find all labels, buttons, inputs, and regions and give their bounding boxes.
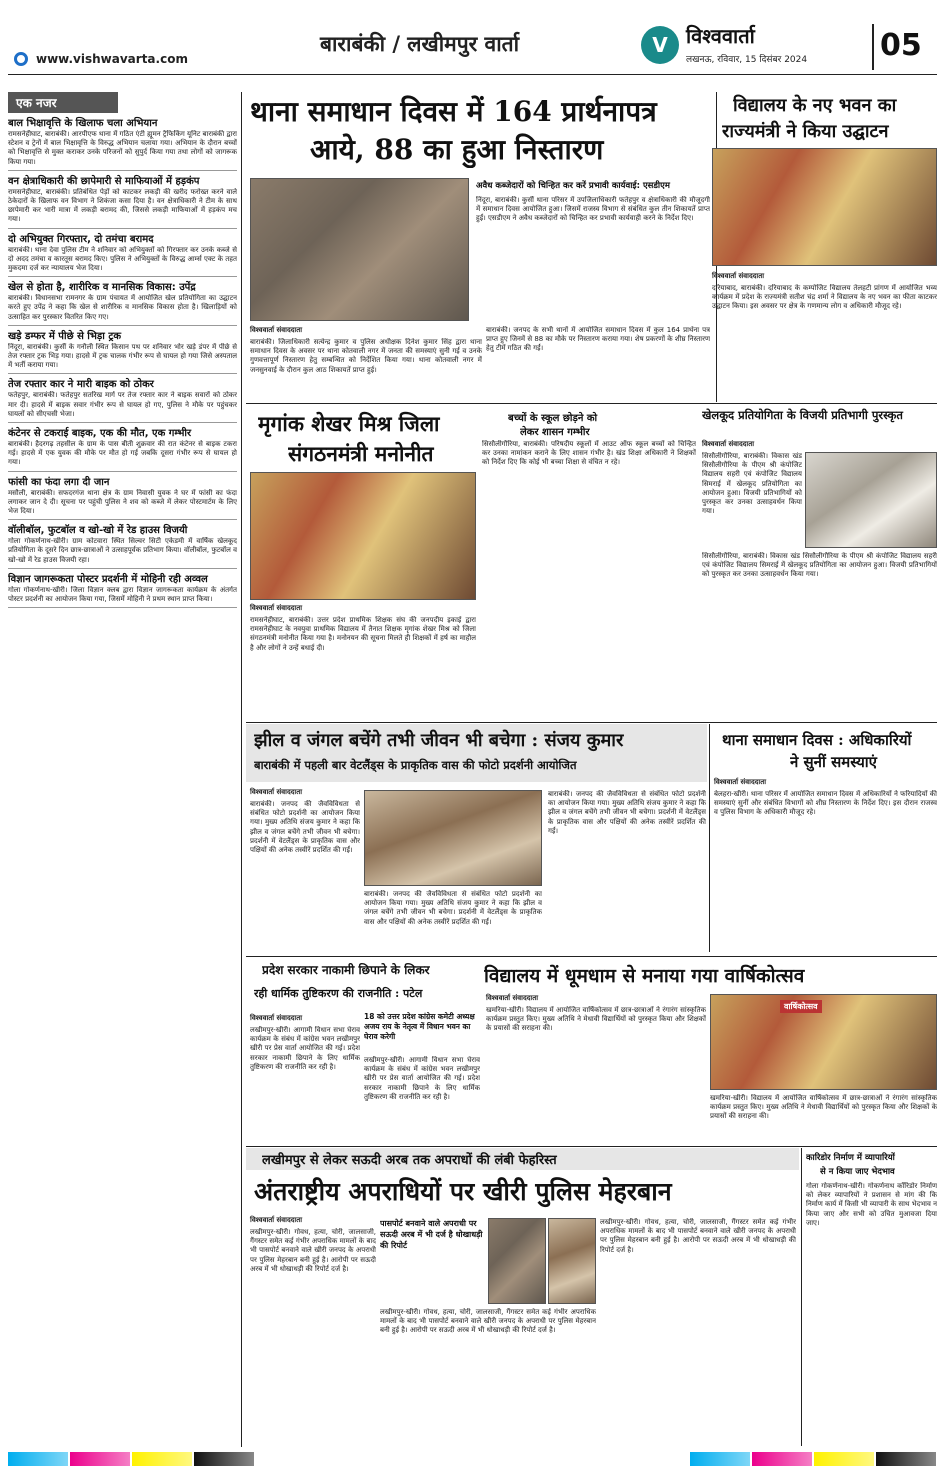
ek-nazar-item-head: फांसी का फंदा लगा दी जान [8,476,110,488]
pradesh-headline-line1: प्रदेश सरकार नाकामी छिपाने के लिकर [262,963,430,977]
main-story-photo [250,178,469,321]
color-strip-black-2 [876,1452,936,1466]
coridor-headline-line2: से न किया जाए भेदभाव [820,1167,895,1177]
jheel-body-cont2: बाराबंकी। जनपद की जैवविविधता से संबंधित फोटो प्रदर्शनी का आयोजन किया गया। मुख्य अतिथि संजय कुमार ने कहा कि झील व जंगल बचेंगे तभी जीवन भी बचेगा। प्रदर्शनी में वेटलैंड्स के प्राकृतिक वास और पक्षियों की अनेक तस्वीरें प्रदर्शित की गईं। [548,790,706,835]
saudi-headline: अंतराष्ट्रीय अपराधियों पर खीरी पुलिस मेहरबान [254,1177,672,1206]
ek-nazar-item-body: निंदूरा, बाराबंकी। कुर्सी के गनौली स्थित किसान पथ पर शनिवार भोर खड़े डंपर में पीछे से तेज रफ्तार ट्रक भिड़ गया। हादसे में ट्रक चालक गंभीर रूप से घायल हो गया जिसे अस्पताल में भर्ती कराया गया। [8,342,237,370]
jheel-headline: झील व जंगल बचेंगे तभी जीवन भी बचेगा : संजय कुमार [254,730,624,751]
color-strip-yellow-2 [814,1452,874,1466]
section-title: बाराबंकी / लखीमपुर वार्ता [320,32,520,56]
khelkood-body: सिसौलीगौरिया, बाराबंकी। विकास खंड सिसौलीगौरिया के पीएम श्री कंपोजिट विद्यालय सहरी एवं कंपोजिट विद्यालय सिमराई में खेलकूद प्रतियोगिता का आयोजन हुआ। विजयी प्रतिभागियों को पुरस्कृत कर उनका उत्साहवर्धन किया गया। [702,452,802,516]
ek-nazar-item-head: तेज रफ्तार कार ने मारी बाइक को ठोकर [8,379,154,391]
pradesh-subhead: 18 को उत्तर प्रदेश कांग्रेस कमेटी अध्यक्ष अजय राय के नेतृत्व में विधान भवन का घेराव करेगी [364,1012,475,1041]
jheel-body-cont: बाराबंकी। जनपद की जैवविविधता से संबंधित फोटो प्रदर्शनी का आयोजन किया गया। मुख्य अतिथि संजय कुमार ने कहा कि झील व जंगल बचेंगे तभी जीवन भी बचेगा। प्रदर्शनी में वेटलैंड्स के प्राकृतिक वास और पक्षियों की अनेक तस्वीरें प्रदर्शित की गईं। [364,890,542,926]
jheel-photo [364,790,542,886]
saudi-byline: विश्ववार्ता संवाददाता [250,1216,303,1224]
ek-nazar-column [8,92,237,1447]
right-column-divider-mid [709,724,710,952]
ek-nazar-items [8,117,237,608]
saudi-photo-1 [488,1218,546,1304]
dateline: लखनऊ, रविवार, 15 दिसंबर 2024 [686,55,808,65]
color-strip-cyan-2 [690,1452,750,1466]
ek-nazar-item-head: वन क्षेत्राधिकारी की छापेमारी से माफियाओं में हड़कंप [8,175,200,187]
samadhan-headline-line2: ने सुनीं समस्याएं [790,753,877,771]
main-story-subhead: अवैध कब्जेदारों को चिन्हित कर करें प्रभावी कार्यवाई: एसडीएम [476,181,670,191]
ie-logo-icon [14,52,28,66]
ek-nazar-item [8,573,237,608]
ek-nazar-item [8,233,237,278]
ek-nazar-item-body: रामसनेहीघाट, बाराबंकी। प्रतिबंधित पेड़ों को काटकर लकड़ी की खरीद फरोख्त करने वाले ठेकेदारों के खिलाफ वन विभाग ने शिकंजा कसा दिया है। वन क्षेत्राधिकारी ने टीम के साथ छापेमारी कर भारी मात्रा में लकड़ी बरामद की, जिससे लकड़ी माफियाओं में हड़कंप मच गया। [8,187,237,224]
ek-nazar-item-body: फतेहपुर, बाराबंकी। फतेहपुर सतरिख मार्ग पर तेज रफ्तार कार ने बाइक सवारों को ठोकर मार दी। हादसे में बाइक सवार गंभीर रूप से घायल हो गए, पुलिस ने मौके पर पहुंचकर घायलों को सीएचसी भेजा। [8,391,237,418]
left-column-divider [241,92,242,1447]
paper-name: विश्ववार्ता [686,24,755,48]
saudi-kicker: लखीमपुर से लेकर सऊदी अरब तक अपराधों की लंबी फेहरिस्त [262,1153,557,1168]
vidyalay-body: दरियाबाद, बाराबंकी। दरियाबाद के कम्पोजिट विद्यालय तेलहटी प्रांगण में आयोजित भव्य कार्यक्रम में प्रदेश के राज्यमंत्री सतीश चंद्र शर्मा ने विद्यालय के नए भवन का फीता काटकर उद्घाटन किया। इस अवसर पर क्षेत्र के गणमान्य लोग व अधिकारी मौजूद रहे। [712,284,937,311]
color-strip-yellow [132,1452,192,1466]
ek-nazar-item-head: खेल से होता है, शारीरिक व मानसिक विकास: उपेंद्र [8,282,196,294]
color-strip-black [194,1452,254,1466]
ek-nazar-item-head: बाल भिक्षावृत्ति के खिलाफ चला अभियान [8,118,158,129]
ek-nazar-title: एक नजर [8,92,118,113]
ek-nazar-item-head: दो अभियुक्त गिरफ्तार, दो तमंचा बरामद [8,233,154,245]
khelkood-headline: खेलकूद प्रतियोगिता के विजयी प्रतिभागी पुरस्कृत [702,408,903,422]
ek-nazar-item [8,330,237,375]
varshikotsav-photo [710,994,937,1090]
ek-nazar-item-head: वॉलीबॉल, फुटबॉल व खो-खो में रेड हाउस विजयी [8,525,188,537]
mrigank-photo [250,472,476,600]
page-number-divider [872,24,874,70]
main-headline-line1: थाना समाधान दिवस में 164 प्रार्थनापत्र [250,95,657,128]
saudi-body-cont: लखीमपुर-खीरी। गोवध, हत्या, चोरी, जालसाजी, गैंगस्टर समेत कई गंभीर अपराधिक मामलों के बाद भी पासपोर्ट बनवाने वाले खीरी जनपद के अपराधी पर पुलिस मेहरबान बनी हुई है। आरोपी पर सऊदी अरब में भी धोखाधड़ी की रिपोर्ट दर्ज है। [380,1308,596,1335]
mrigank-headline-line2: संगठनमंत्री मनोनीत [288,441,434,466]
mid-rule-2 [246,722,937,723]
masthead [0,0,945,82]
vidyalay-headline-line2: राज्यमंत्री ने किया उद्घाटन [722,121,889,142]
bachchon-headline-line1: बच्चों के स्कूल छोड़ने को [508,413,598,424]
mrigank-byline: विश्ववार्ता संवाददाता [250,604,303,612]
varshikotsav-body-cont: खमरिया-खीरी। विद्यालय में आयोजित वार्षिकोत्सव में छात्र-छात्राओं ने रंगारंग सांस्कृतिक कार्यक्रम प्रस्तुत किए। मुख्य अतिथि ने मेधावी विद्यार्थियों को पुरस्कृत किया और शिक्षकों के प्रयासों की सराहना की। [710,1094,937,1121]
saudi-body: लखीमपुर-खीरी। गोवध, हत्या, चोरी, जालसाजी, गैंगस्टर समेत कई गंभीर अपराधिक मामलों के बाद भी पासपोर्ट बनवाने वाले खीरी जनपद के अपराधी पर पुलिस मेहरबान बनी हुई है। आरोपी पर सऊदी अरब में भी धोखाधड़ी की रिपोर्ट दर्ज है। [250,1228,376,1273]
main-story-body2: निंदूरा, बाराबंकी। कुर्सी थाना परिसर में उपजिलाधिकारी फतेहपुर व क्षेत्राधिकारी की मौजूदगी में समाधान दिवस आयोजित हुआ। जिसमें राजस्व विभाग से संबंधित कुल तीन शिकायतें प्राप्त हुईं। एसडीएम ने अवैध कब्जेदारों को चिन्हित कर प्रभावी कार्यवाही करने के निर्देश दिए। [476,196,710,223]
mrigank-body: रामसनेहीघाट, बाराबंकी। उत्तर प्रदेश प्राथमिक शिक्षक संघ की जनपदीय इकाई द्वारा रामसनेहीघाट के नवयुवा प्राथमिक विद्यालय में तैनात शिक्षक मृगांक शेखर मिश्र को जिला संगठनमंत्री मनोनीत किया गया है। मनोनयन की सूचना मिलते ही शिक्षकों में हर्ष का माहौल है और लोगों ने उन्हें बधाई दी। [250,616,476,652]
main-story-byline: विश्ववार्ता संवाददाता [250,326,303,334]
vidyalay-photo [712,148,937,266]
page-number: 05 [880,28,922,63]
coridor-body: गोला गोकर्णनाथ-खीरी। गोकर्णनाथ कॉरिडोर निर्माण को लेकर व्यापारियों ने प्रशासन से मांग की कि निर्माण कार्य में किसी भी व्यापारी के साथ भेदभाव न किया जाए और सभी को उचित मुआवजा दिया जाए। [806,1182,937,1227]
ek-nazar-item [8,175,237,229]
main-story-body3: बाराबंकी। जनपद के सभी थानों में आयोजित समाधान दिवस में कुल 164 प्रार्थना पत्र प्राप्त हुए जिनमें से 88 का मौके पर निस्तारण कराया गया। शेष प्रकरणों के शीघ्र निस्तारण हेतु टीमें गठित की गईं। [486,326,710,353]
pradesh-body: लखीमपुर-खीरी। आगामी विधान सभा घेराव कार्यक्रम के संबंध में कांग्रेस भवन लखीमपुर खीरी पर प्रेस वार्ता आयोजित की गई। प्रदेश सरकार नाकामी छिपाने के लिए धार्मिक तुष्टिकरण की राजनीति कर रही है। [250,1026,360,1071]
jheel-byline: विश्ववार्ता संवाददाता [250,788,303,796]
ek-nazar-item [8,524,237,569]
ek-nazar-item [8,117,237,171]
varshikotsav-byline: विश्ववार्ता संवाददाता [486,994,539,1002]
ek-nazar-item [8,281,237,326]
pradesh-headline-line2: रही धार्मिक तुष्टिकरण की राजनीति : पटेल [254,987,423,1000]
ek-nazar-item-body: मसौली, बाराबंकी। सफदरगंज थाना क्षेत्र के ग्राम निवासी युवक ने घर में फांसी का फंदा लगाकर जान दे दी। सूचना पर पहुंची पुलिस ने शव को कब्जे में लेकर पोस्टमार्टम के लिए भेज दिया। [8,488,237,516]
saudi-photo-2 [548,1218,596,1304]
bachchon-body: सिसौलीगौरिया, बाराबंकी। परिषदीय स्कूलों में आउट ऑफ स्कूल बच्चों को चिन्हित कर उनका नामांकन कराने के लिए शासन गंभीर है। खंड शिक्षा अधिकारी ने शिक्षकों को निर्देश दिए कि कोई भी बच्चा शिक्षा से वंचित न रहे। [482,440,696,467]
saudi-subhead: पासपोर्ट बनवाने वाले अपराधी पर सऊदी अरब में भी दर्ज है धोखाधड़ी की रिपोर्ट [380,1219,483,1250]
color-strip-cyan [8,1452,68,1466]
ek-nazar-item [8,476,237,521]
bachchon-headline-line2: लेकर शासन गम्भीर [520,427,590,438]
saudi-body-cont2: लखीमपुर-खीरी। गोवध, हत्या, चोरी, जालसाजी, गैंगस्टर समेत कई गंभीर अपराधिक मामलों के बाद भी पासपोर्ट बनवाने वाले खीरी जनपद के अपराधी पर पुलिस मेहरबान बनी हुई है। आरोपी पर सऊदी अरब में भी धोखाधड़ी की रिपोर्ट दर्ज है। [600,1218,796,1254]
ek-nazar-item-head: खड़े डम्फर में पीछे से भिड़ा ट्रक [8,330,122,342]
mid-rule-1 [246,403,937,404]
masthead-rule [8,74,937,75]
color-strip-magenta-2 [752,1452,812,1466]
ek-nazar-item [8,378,237,423]
ek-nazar-item-body: बाराबंकी। विधानसभा रामनगर के ग्राम पंचायत में आयोजित खेल प्रतियोगिता का उद्घाटन करते हुए उपेंद्र ने कहा कि खेल से शारीरिक व मानसिक विकास होता है। खिलाड़ियों को उत्साहित कर पुरस्कार वितरित किए गए। [8,294,237,321]
website-url[interactable]: www.vishwavarta.com [36,52,188,66]
ek-nazar-item-body: बाराबंकी। हैदरगढ़ तहसील के ग्राम के पास बीती शुक्रवार की रात कंटेनर से बाइक टकरा गई। हादसे में एक युवक की मौके पर मौत हो गई जबकि दूसरा गंभीर रूप से घायल हो गया। [8,440,237,467]
samadhan-body: बेलहरा-खीरी। थाना परिसर में आयोजित समाधान दिवस में अधिकारियों ने फरियादियों की समस्याएं सुनीं और संबंधित विभागों को शीघ्र निस्तारण के निर्देश दिए। इस दौरान राजस्व व पुलिस विभाग के अधिकारी मौजूद रहे। [714,790,937,817]
paper-logo-icon: V [641,26,679,64]
mrigank-headline-line1: मृगांक शेखर मिश्र जिला [258,411,440,436]
ek-nazar-item-body: गोला गोकर्णनाथ-खीरी। जिला विज्ञान क्लब द्वारा विज्ञान जागरूकता कार्यक्रम के अंतर्गत पोस्टर प्रदर्शनी का आयोजन किया गया, जिसमें मोहिनी ने प्रथम स्थान प्राप्त किया। [8,585,237,604]
jheel-subhead: बाराबंकी में पहली बार वेटलैंड्स के प्राकृतिक वास की फोटो प्रदर्शनी आयोजित [254,758,577,772]
pradesh-body-cont: लखीमपुर-खीरी। आगामी विधान सभा घेराव कार्यक्रम के संबंध में कांग्रेस भवन लखीमपुर खीरी पर प्रेस वार्ता आयोजित की गई। प्रदेश सरकार नाकामी छिपाने के लिए धार्मिक तुष्टिकरण की राजनीति कर रही है। [364,1056,480,1101]
khelkood-body-cont: सिसौलीगौरिया, बाराबंकी। विकास खंड सिसौलीगौरिया के पीएम श्री कंपोजिट विद्यालय सहरी एवं कंपोजिट विद्यालय सिमराई में खेलकूद प्रतियोगिता का आयोजन हुआ। विजयी प्रतिभागियों को पुरस्कृत कर उनका उत्साहवर्धन किया गया। [702,552,937,579]
mid-rule-3 [246,956,937,957]
jheel-body: बाराबंकी। जनपद की जैवविविधता से संबंधित फोटो प्रदर्शनी का आयोजन किया गया। मुख्य अतिथि संजय कुमार ने कहा कि झील व जंगल बचेंगे तभी जीवन भी बचेगा। प्रदर्शनी में वेटलैंड्स के प्राकृतिक वास और पक्षियों की अनेक तस्वीरें प्रदर्शित की गईं। [250,800,360,855]
color-strip-magenta [70,1452,130,1466]
coridor-headline-line1: कारिडोर निर्माण में व्यापारियों [806,1153,895,1163]
vidyalay-byline: विश्ववार्ता संवाददाता [712,272,765,280]
ek-nazar-item-body: गोला गोकर्णनाथ-खीरी। ग्राम कोटवारा स्थित सिल्वर सिटी एकेडमी में वार्षिक खेलकूद प्रतियोगिता के दूसरे दिन छात्र-छात्राओं ने उत्साहपूर्वक प्रतिभाग किया। वॉलीबॉल, फुटबॉल व खो-खो में रेड हाउस विजयी रहा। [8,537,237,564]
ek-nazar-item-body: रामसनेहीघाट, बाराबंकी। आरपीएफ थाना में गठित एंटी ह्यूमन ट्रैफिकिंग यूनिट बाराबंकी द्वारा स्टेशन व ट्रेनों में बाल भिक्षावृत्ति के विरुद्ध अभियान चलाया गया। अभियान के दौरान बच्चों को भिक्षावृत्ति से मुक्त कराकर उनके परिजनों को सुपुर्द किया गया तथा लोगों को जागरूक किया गया। [8,130,237,166]
mid-rule-4 [246,1146,937,1147]
ek-nazar-item [8,427,237,472]
varshikotsav-banner: वार्षिकोत्सव [780,1000,822,1013]
varshikotsav-headline: विद्यालय में धूमधाम से मनाया गया वार्षिकोत्सव [484,965,805,987]
ek-nazar-item-head: कंटेनर से टकराई बाइक, एक की मौत, एक गम्भीर [8,428,192,440]
varshikotsav-body: खमरिया-खीरी। विद्यालय में आयोजित वार्षिकोत्सव में छात्र-छात्राओं ने रंगारंग सांस्कृतिक कार्यक्रम प्रस्तुत किए। मुख्य अतिथि ने मेधावी विद्यार्थियों को पुरस्कृत किया और शिक्षकों के प्रयासों की सराहना की। [486,1006,706,1033]
vidyalay-headline-line1: विद्यालय के नए भवन का [733,95,897,116]
pradesh-byline: विश्ववार्ता संवाददाता [250,1014,303,1022]
right-column-divider-bottom [801,1148,802,1446]
main-headline-line2: आये, 88 का हुआ निस्तारण [310,133,604,166]
ek-nazar-item-body: बाराबंकी। थाना देवा पुलिस टीम ने शनिवार को अभियुक्तों को गिरफ्तार कर उनके कब्जे से दो अदद तमंचा व कारतूस बरामद किए। पुलिस ने अभियुक्तों के विरुद्ध आर्म्स एक्ट के तहत मुकदमा दर्ज कर न्यायालय भेज दिया। [8,245,237,273]
khelkood-photo [805,452,937,548]
ek-nazar-item-head: विज्ञान जागरूकता पोस्टर प्रदर्शनी में मोहिनी रही अव्वल [8,573,208,585]
samadhan-byline: विश्ववार्ता संवाददाता [714,778,767,786]
khelkood-byline: विश्ववार्ता संवाददाता [702,440,755,448]
samadhan-headline-line1: थाना समाधान दिवस : अधिकारियों [722,731,912,749]
main-story-body1: बाराबंकी। जिलाधिकारी सत्येन्द्र कुमार व पुलिस अधीक्षक दिनेश कुमार सिंह द्वारा थाना समाधान दिवस के अवसर पर थाना कोतवाली नगर में जनता की समस्याएं सुनी गई व उनके गुणवत्तापूर्ण निस्तारण हेतु सम्बन्धित को निर्देशित किया गया। थाना कोतवाली नगर में जनसुनवाई के दौरान कुल आठ शिकायतें प्राप्त हुई। [250,338,482,374]
